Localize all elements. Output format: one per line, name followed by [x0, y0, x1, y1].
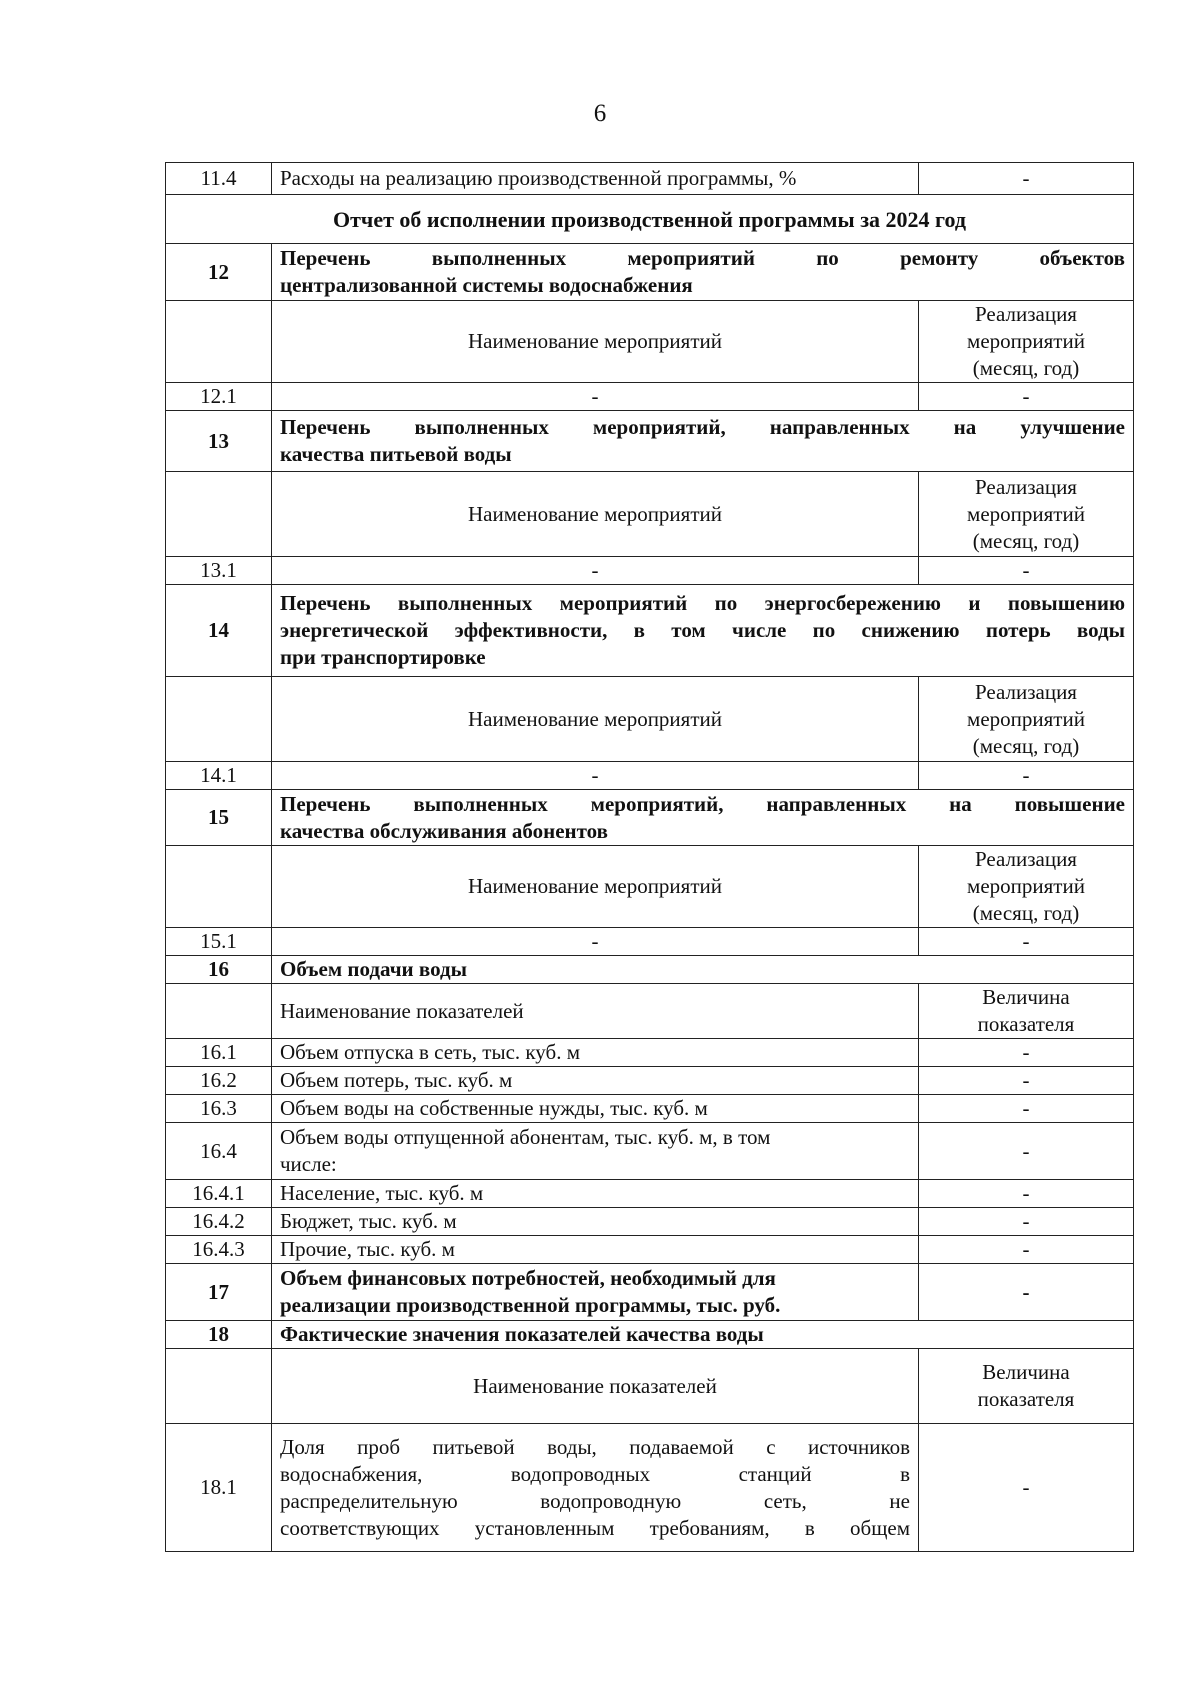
indicator-value: - [919, 1095, 1134, 1123]
production-program-table [165, 162, 1134, 1552]
col-indicator-name: Наименование показателей [272, 984, 919, 1039]
indicator-name: Бюджет, тыс. куб. м [272, 1208, 919, 1236]
section-number: 17 [166, 1264, 272, 1321]
table-row [166, 163, 1134, 195]
table-row [166, 1424, 1134, 1552]
indicator-name: Доля проб питьевой воды, подаваемой с источников водоснабжения, водопроводных станций в распределительную водопроводную сеть, не соответствующих установленным требованиям, в общем [272, 1424, 919, 1552]
empty-cell [166, 472, 272, 557]
indicator-name: Прочие, тыс. куб. м [272, 1236, 919, 1264]
col-event-name: Наименование мероприятий [272, 472, 919, 557]
page-number: 6 [593, 100, 607, 127]
indicator-name: Объем потерь, тыс. куб. м [272, 1067, 919, 1095]
indicator-value: - [919, 1236, 1134, 1264]
col-realization: Реализация мероприятий (месяц, год) [919, 301, 1134, 383]
row-number: 16.2 [166, 1067, 272, 1095]
indicator-name: Объем воды отпущенной абонентам, тыс. куб. м, в том числе: [272, 1123, 919, 1180]
table-row [166, 557, 1134, 585]
col-realization: Реализация мероприятий (месяц, год) [919, 677, 1134, 762]
column-header-row [166, 677, 1134, 762]
indicator-name: Расходы на реализацию производственной программы, % [272, 163, 919, 195]
event-name: - [272, 383, 919, 411]
column-header-row [166, 984, 1134, 1039]
row-number: 16.3 [166, 1095, 272, 1123]
section-title: Объем подачи воды [272, 956, 1134, 984]
row-number: 16.4.2 [166, 1208, 272, 1236]
col-indicator-value: Величина показателя [919, 984, 1134, 1039]
table-row [166, 1039, 1134, 1067]
col-realization: Реализация мероприятий (месяц, год) [919, 472, 1134, 557]
indicator-value: - [919, 1123, 1134, 1180]
indicator-value: - [919, 1264, 1134, 1321]
indicator-value: - [919, 1424, 1134, 1552]
indicator-value: - [919, 1208, 1134, 1236]
column-header-row [166, 472, 1134, 557]
row-number: 15.1 [166, 928, 272, 956]
section-row [166, 790, 1134, 846]
event-name: - [272, 557, 919, 585]
section-title: Перечень выполненных мероприятий, направленных на повышение качества обслуживания абонентов [272, 790, 1134, 846]
event-realization: - [919, 383, 1134, 411]
report-title: Отчет об исполнении производственной программы за 2024 год [166, 195, 1134, 244]
col-indicator-value: Величина показателя [919, 1349, 1134, 1424]
indicator-value: - [919, 1180, 1134, 1208]
table-row [166, 1208, 1134, 1236]
column-header-row [166, 1349, 1134, 1424]
table-row [166, 1123, 1134, 1180]
table-row [166, 1236, 1134, 1264]
row-number: 16.1 [166, 1039, 272, 1067]
section-number: 13 [166, 411, 272, 472]
indicator-value: - [919, 163, 1134, 195]
event-name: - [272, 928, 919, 956]
indicator-name: Население, тыс. куб. м [272, 1180, 919, 1208]
empty-cell [166, 301, 272, 383]
table-row [166, 928, 1134, 956]
indicator-value: - [919, 1039, 1134, 1067]
empty-cell [166, 846, 272, 928]
empty-cell [166, 677, 272, 762]
row-number: 11.4 [166, 163, 272, 195]
empty-cell [166, 1349, 272, 1424]
row-number: 14.1 [166, 762, 272, 790]
section-title: Перечень выполненных мероприятий по энергосбережению и повышению энергетической эффективности, в том числе по снижению потерь воды при транспортировке [272, 585, 1134, 677]
section-row [166, 1321, 1134, 1349]
section-row [166, 244, 1134, 301]
col-event-name: Наименование мероприятий [272, 846, 919, 928]
section-number: 12 [166, 244, 272, 301]
section-title: Объем финансовых потребностей, необходимый для реализации производственной программы, тыс. руб. [272, 1264, 919, 1321]
row-number: 12.1 [166, 383, 272, 411]
column-header-row [166, 301, 1134, 383]
row-number: 16.4.1 [166, 1180, 272, 1208]
section-row [166, 411, 1134, 472]
section-title: Перечень выполненных мероприятий по ремонту объектов централизованной системы водоснабжения [272, 244, 1134, 301]
column-header-row [166, 846, 1134, 928]
indicator-value: - [919, 1067, 1134, 1095]
row-number: 16.4.3 [166, 1236, 272, 1264]
row-number: 18.1 [166, 1424, 272, 1552]
section-row [166, 585, 1134, 677]
section-row [166, 1264, 1134, 1321]
empty-cell [166, 984, 272, 1039]
row-number: 16.4 [166, 1123, 272, 1180]
indicator-name: Объем воды на собственные нужды, тыс. куб. м [272, 1095, 919, 1123]
table-row [166, 195, 1134, 244]
col-indicator-name: Наименование показателей [272, 1349, 919, 1424]
event-name: - [272, 762, 919, 790]
section-row [166, 956, 1134, 984]
table-row [166, 1095, 1134, 1123]
indicator-name: Объем отпуска в сеть, тыс. куб. м [272, 1039, 919, 1067]
event-realization: - [919, 928, 1134, 956]
table-row [166, 1067, 1134, 1095]
table-row [166, 1180, 1134, 1208]
table-row [166, 762, 1134, 790]
col-realization: Реализация мероприятий (месяц, год) [919, 846, 1134, 928]
event-realization: - [919, 762, 1134, 790]
section-number: 15 [166, 790, 272, 846]
section-title: Перечень выполненных мероприятий, направленных на улучшение качества питьевой воды [272, 411, 1134, 472]
row-number: 13.1 [166, 557, 272, 585]
section-number: 18 [166, 1321, 272, 1349]
section-title: Фактические значения показателей качества воды [272, 1321, 1134, 1349]
section-number: 14 [166, 585, 272, 677]
event-realization: - [919, 557, 1134, 585]
section-number: 16 [166, 956, 272, 984]
col-event-name: Наименование мероприятий [272, 677, 919, 762]
col-event-name: Наименование мероприятий [272, 301, 919, 383]
table-row [166, 383, 1134, 411]
